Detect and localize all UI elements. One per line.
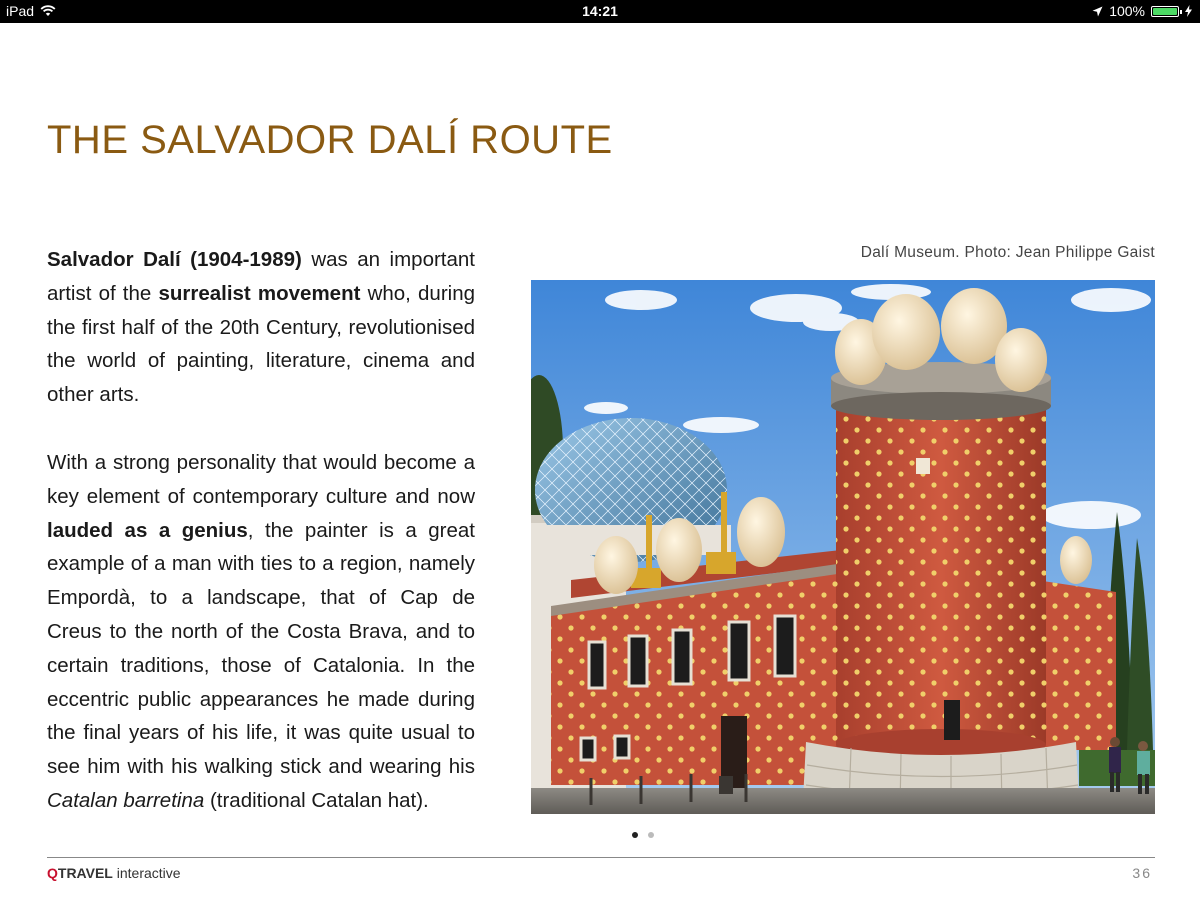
page-title: THE SALVADOR DALÍ ROUTE [47, 118, 613, 162]
paragraph-personality [47, 446, 475, 818]
location-arrow-icon [1092, 6, 1103, 17]
museum-illustration [531, 280, 1155, 814]
brand-travel: TRAVEL [57, 865, 113, 881]
brand-interactive: interactive [112, 865, 181, 881]
brand-q: Q [47, 865, 58, 881]
paragraph-intro [47, 243, 475, 412]
brand-logo [47, 865, 181, 881]
battery-percent: 100% [1109, 3, 1145, 19]
article-body [47, 243, 475, 852]
genius-bold: lauded as a genius [47, 518, 248, 542]
barretina-italic: Catalan barretina [47, 788, 205, 812]
paragraph-text: was an important artist of the [47, 248, 475, 305]
page-number: 36 [1132, 865, 1152, 881]
paragraph-text: (traditional Catalan hat). [204, 788, 429, 812]
battery-icon [1151, 6, 1179, 17]
charging-bolt-icon [1185, 5, 1192, 17]
paragraph-text: With a strong personality that would become a key element of contemporary culture and now [47, 450, 475, 508]
pager-dot-1[interactable] [632, 832, 638, 838]
status-bar [0, 0, 1200, 23]
dali-name-bold: Salvador Dalí (1904-1989) [47, 248, 302, 271]
paragraph-text: , the painter is a great example of a man with ties to a region, namely Empordà, to a landscape, that of Cap de Creus to the north of the Costa Brava, and to certain traditions, those of Catalonia. In the eccentric public appearances he made during the final years of his life, it was quite usual to see him with his walking stick and wearing his [47, 518, 475, 779]
paragraph-text: who, during the first half of the 20th Century, revolutionised the world of painting, literature, cinema and other arts. [47, 281, 476, 407]
pager-dot-2[interactable] [648, 832, 654, 838]
clock: 14:21 [582, 3, 618, 19]
carousel-pager[interactable] [0, 832, 1200, 838]
photo-caption: Dalí Museum. Photo: Jean Philippe Gaist [860, 244, 1155, 261]
dali-museum-photo[interactable] [531, 280, 1155, 814]
device-label: iPad [6, 3, 35, 19]
surrealist-bold: surrealist movement [158, 281, 361, 305]
footer-divider [47, 857, 1155, 858]
